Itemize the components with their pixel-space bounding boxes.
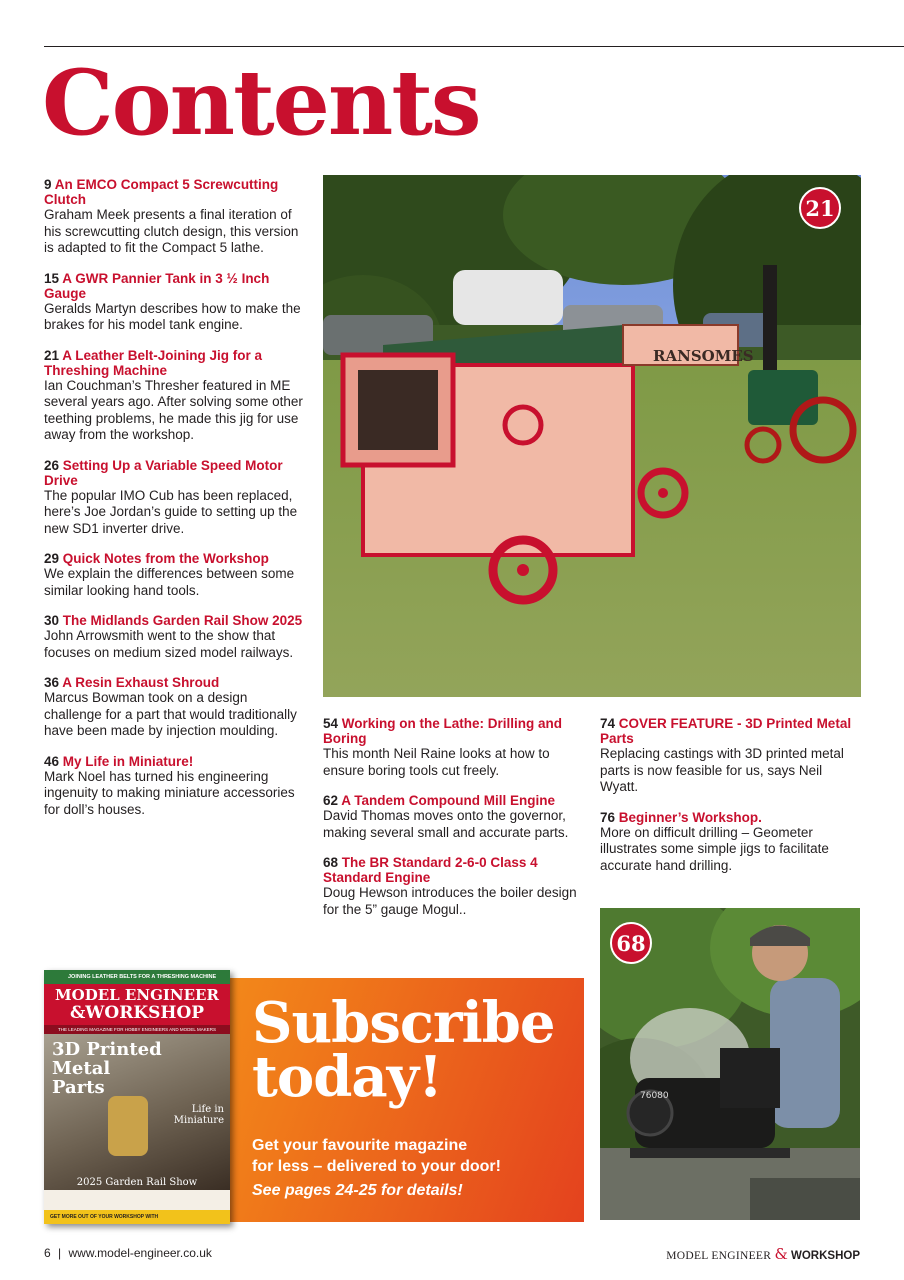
entry-title[interactable]: A Resin Exhaust Shroud xyxy=(62,675,220,690)
brand-model-engineer: MODEL ENGINEER xyxy=(666,1250,772,1262)
entry-title[interactable]: Working on the Lathe: Drilling and Boring xyxy=(323,716,563,746)
entry-title[interactable]: The BR Standard 2-6-0 Class 4 Standard Engine xyxy=(323,855,538,885)
loco-number: 76080 xyxy=(640,1091,669,1101)
entry-description: Doug Hewson introduces the boiler design for the 5” gauge Mogul.. xyxy=(323,885,577,917)
brand-ampersand: & xyxy=(774,1245,788,1263)
contents-entry[interactable] xyxy=(44,271,306,334)
entry-page: 36 xyxy=(44,675,60,690)
promo-subtitle-line2: for less – delivered to your door! xyxy=(252,1158,501,1175)
promo-cta-link[interactable]: See pages 24-25 for details! xyxy=(252,1182,463,1199)
page-badge-68[interactable]: 68 xyxy=(610,922,652,964)
entry-page: 15 xyxy=(44,270,60,286)
contents-column-left xyxy=(44,177,306,832)
promo-title-line1: Subscribe xyxy=(252,990,555,1056)
entry-description: This month Neil Raine looks at how to ensure boring tools cut freely. xyxy=(323,746,550,778)
entry-page: 46 xyxy=(44,753,60,769)
entry-page: 54 xyxy=(323,716,339,731)
entry-title[interactable]: COVER FEATURE - 3D Printed Metal Parts xyxy=(600,716,852,746)
entry-title[interactable]: An EMCO Compact 5 Screwcutting Clutch xyxy=(44,177,279,207)
entry-page: 30 xyxy=(44,613,60,628)
entry-description: Marcus Bowman took on a design challenge for a part that would traditionally have been made by injection moulding. xyxy=(44,690,297,738)
entry-page: 68 xyxy=(323,855,339,870)
entry-title[interactable]: A Tandem Compound Mill Engine xyxy=(341,793,556,808)
entry-page: 9 xyxy=(44,177,52,192)
brand-workshop: WORKSHOP xyxy=(791,1250,860,1262)
cover-banner: JOINING LEATHER BELTS FOR A THRESHING MACHINE xyxy=(44,970,230,984)
entry-title[interactable]: A GWR Pannier Tank in 3 ½ Inch Gauge xyxy=(44,270,270,301)
entry-description: David Thomas moves onto the governor, making several small and accurate parts. xyxy=(323,808,569,840)
footer-left xyxy=(44,1246,212,1260)
promo-subtitle xyxy=(252,1135,501,1177)
contents-entry[interactable] xyxy=(44,613,306,661)
cover-masthead xyxy=(44,984,230,1025)
entry-description: Mark Noel has turned his engineering ingenuity to making miniature accessories for doll’s houses. xyxy=(44,768,295,817)
entry-description: Replacing castings with 3D printed metal parts is now feasible for us, says Neil Wyatt. xyxy=(600,746,844,794)
contents-column-right xyxy=(600,716,862,888)
entry-page: 29 xyxy=(44,551,60,566)
contents-entry[interactable] xyxy=(600,716,862,796)
cover-side-feature: Life in Miniature xyxy=(173,1104,224,1126)
entry-description: More on difficult drilling – Geometer illustrates some simple jigs to facilitate accurate hand drilling. xyxy=(600,824,829,873)
contents-entry[interactable] xyxy=(44,177,306,257)
contents-entry[interactable] xyxy=(44,551,306,599)
site-url-link[interactable]: www.model-engineer.co.uk xyxy=(68,1246,212,1260)
entry-title[interactable]: Quick Notes from the Workshop xyxy=(62,551,269,566)
contents-entry[interactable] xyxy=(323,855,585,918)
thresher-photo xyxy=(323,175,861,697)
cover-show: 2025 Garden Rail Show xyxy=(76,1177,198,1188)
magazine-cover[interactable] xyxy=(44,970,230,1224)
entry-description: The popular IMO Cub has been replaced, here’s Joe Jordan’s guide to setting up the new SD1 inverter drive. xyxy=(44,487,298,536)
contents-column-middle xyxy=(323,716,585,932)
promo-title xyxy=(252,990,555,1110)
contents-entry[interactable] xyxy=(323,793,585,841)
thresher-illustration xyxy=(323,175,861,697)
entry-title[interactable]: Beginner’s Workshop. xyxy=(618,809,762,825)
contents-entry[interactable] xyxy=(44,348,306,444)
top-rule xyxy=(44,46,904,47)
cover-bottom-strip: GET MORE OUT OF YOUR WORKSHOP WITH xyxy=(44,1210,230,1224)
contents-entry[interactable] xyxy=(44,675,306,740)
entry-page: 76 xyxy=(600,809,616,825)
cover-masthead-line2: &WORKSHOP xyxy=(69,1003,205,1023)
page-number: 6 xyxy=(44,1246,51,1260)
promo-title-line2: today! xyxy=(252,1044,442,1110)
footer-separator: | xyxy=(58,1246,62,1260)
cover-feature: 3D Printed Metal Parts xyxy=(52,1039,162,1098)
cover-tagline: THE LEADING MAGAZINE FOR HOBBY ENGINEERS AND MODEL MAKERS xyxy=(44,1025,230,1034)
entry-description: John Arrowsmith went to the show that focuses on medium sized model railways. xyxy=(44,628,294,660)
promo-subtitle-line1: Get your favourite magazine xyxy=(252,1137,468,1154)
contents-entry[interactable] xyxy=(44,458,306,538)
page-title: Contents xyxy=(42,50,480,156)
contents-entry[interactable] xyxy=(44,754,306,819)
cover-image-area xyxy=(44,1034,230,1190)
entry-description: Ian Couchman’s Thresher featured in ME several years ago. After solving some other teething problems, he made this jig for use away from the workshop. xyxy=(44,377,303,442)
locomotive-photo xyxy=(600,908,860,1220)
entry-description: Graham Meek presents a final iteration of his screwcutting clutch design, this version is adapted to fit the Compact 5 lathe. xyxy=(44,207,299,255)
entry-title[interactable]: A Leather Belt-Joining Jig for a Threshing Machine xyxy=(44,347,263,378)
entry-page: 74 xyxy=(600,716,616,731)
entry-title[interactable]: The Midlands Garden Rail Show 2025 xyxy=(62,613,303,628)
contents-entry[interactable] xyxy=(323,716,585,779)
cover-masthead-line1: MODEL ENGINEER xyxy=(55,986,219,1004)
contents-entry[interactable] xyxy=(600,810,862,875)
cover-part-illustration xyxy=(108,1096,148,1156)
entry-page: 62 xyxy=(323,793,339,808)
entry-description: Geralds Martyn describes how to make the brakes for his model tank engine. xyxy=(44,300,301,332)
entry-title[interactable]: Setting Up a Variable Speed Motor Drive xyxy=(44,457,283,488)
entry-page: 26 xyxy=(44,457,60,473)
entry-title[interactable]: My Life in Miniature! xyxy=(62,753,194,769)
entry-description: We explain the differences between some similar looking hand tools. xyxy=(44,566,295,598)
entry-page: 21 xyxy=(44,347,60,363)
page-badge-21[interactable]: 21 xyxy=(799,187,841,229)
footer-brand xyxy=(666,1245,860,1263)
ransomes-sign: RANSOMES xyxy=(653,347,754,365)
